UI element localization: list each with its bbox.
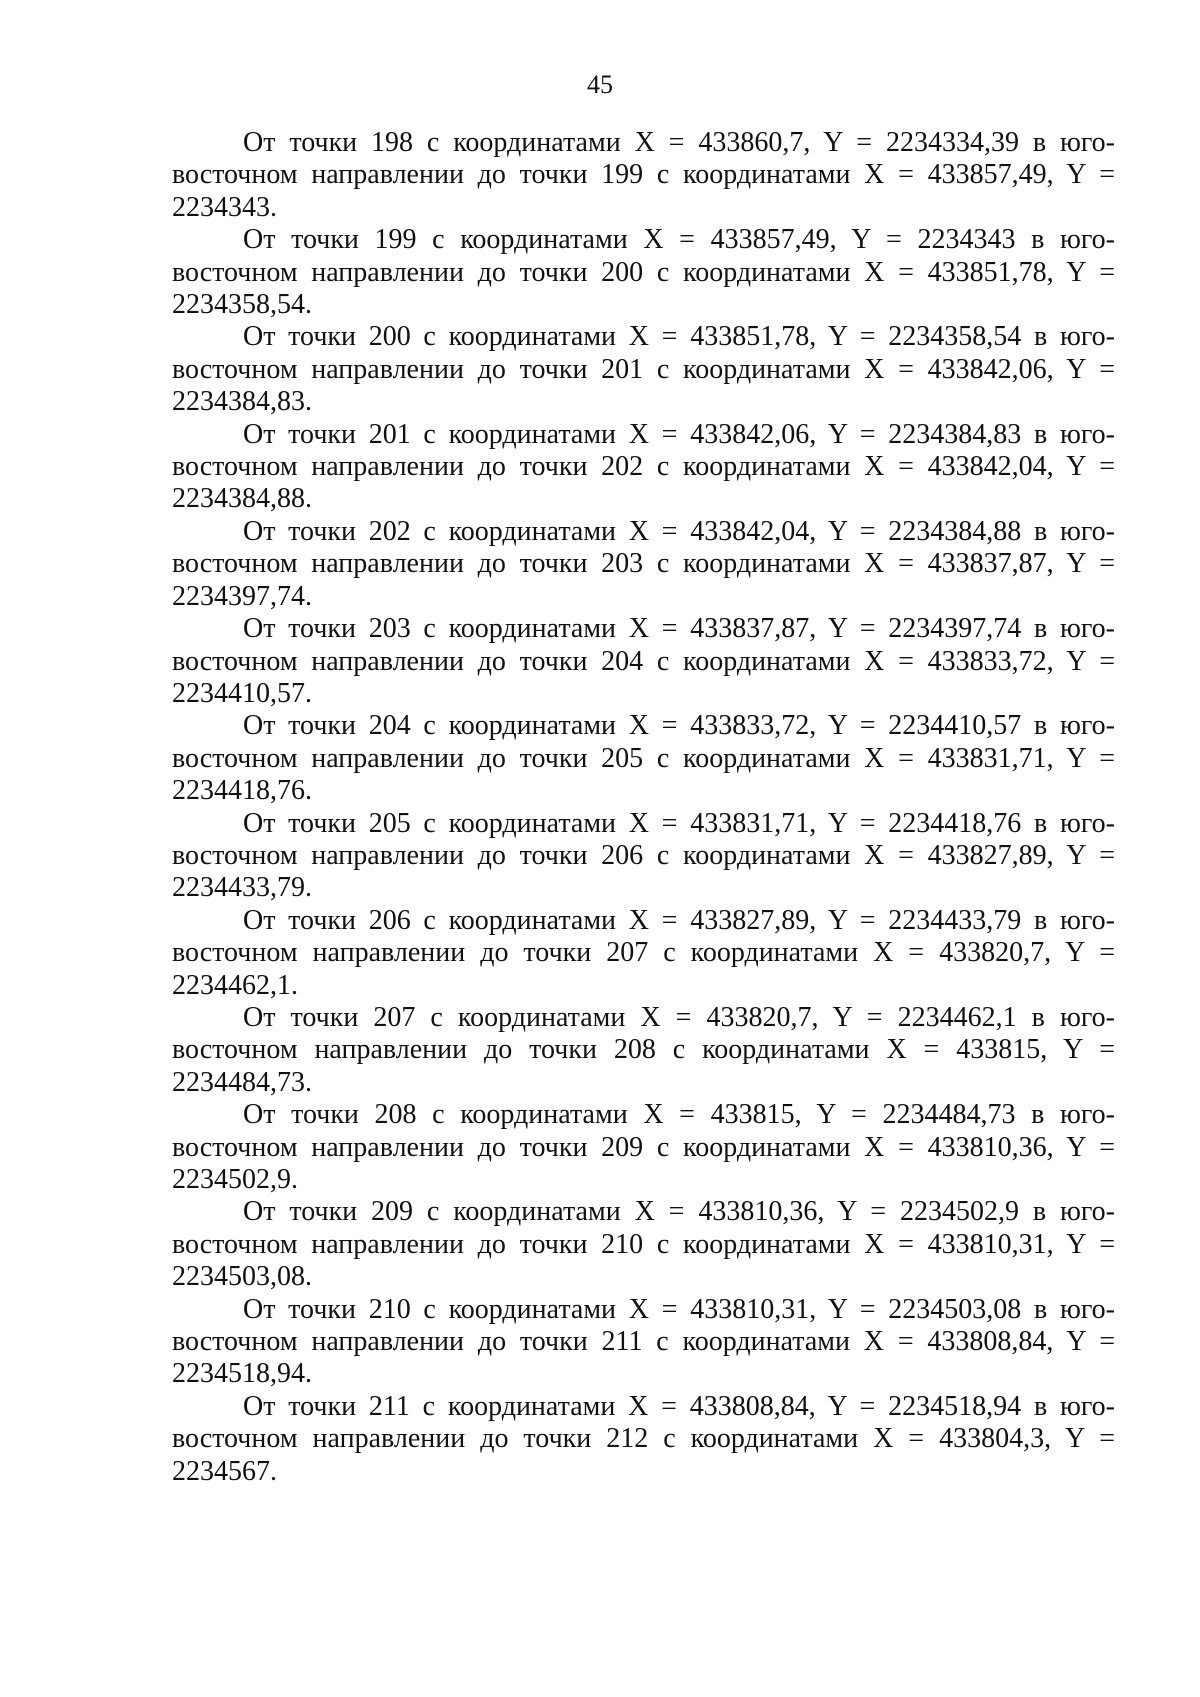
paragraph: От точки 201 с координатами X = 433842,06, Y = 2234384,83 в юго-восточном направлении до точки 202 с координатами X = 433842,04, Y = 2234384,88. <box>172 418 1115 515</box>
paragraph: От точки 207 с координатами X = 433820,7, Y = 2234462,1 в юго-восточном направлении до точки 208 с координатами X = 433815, Y = 2234484,73. <box>172 1001 1115 1098</box>
document-body <box>172 127 1115 1488</box>
paragraph: От точки 205 с координатами X = 433831,71, Y = 2234418,76 в юго-восточном направлении до точки 206 с координатами X = 433827,89, Y = 2234433,79. <box>172 807 1115 904</box>
paragraph: От точки 203 с координатами X = 433837,87, Y = 2234397,74 в юго-восточном направлении до точки 204 с координатами X = 433833,72, Y = 2234410,57. <box>172 613 1115 709</box>
paragraph: От точки 206 с координатами X = 433827,89, Y = 2234433,79 в юго-восточном направлении до точки 207 с координатами X = 433820,7, Y = 2234462,1. <box>172 904 1115 1001</box>
paragraph: От точки 198 с координатами X = 433860,7, Y = 2234334,39 в юго-восточном направлении до точки 199 с координатами X = 433857,49, Y = 2234343. <box>172 127 1115 223</box>
paragraph: От точки 199 с координатами X = 433857,49, Y = 2234343 в юго-восточном направлении до точки 200 с координатами X = 433851,78, Y = 2234358,54. <box>172 224 1115 321</box>
paragraph: От точки 200 с координатами X = 433851,78, Y = 2234358,54 в юго-восточном направлении до точки 201 с координатами X = 433842,06, Y = 2234384,83. <box>172 321 1115 418</box>
paragraph: От точки 209 с координатами X = 433810,36, Y = 2234502,9 в юго-восточном направлении до точки 210 с координатами X = 433810,31, Y = 2234503,08. <box>172 1196 1115 1293</box>
paragraph: От точки 202 с координатами X = 433842,04, Y = 2234384,88 в юго-восточном направлении до точки 203 с координатами X = 433837,87, Y = 2234397,74. <box>172 515 1115 612</box>
page-number: 45 <box>587 70 613 99</box>
paragraph: От точки 208 с координатами X = 433815, Y = 2234484,73 в юго-восточном направлении до точки 209 с координатами X = 433810,36, Y = 2234502,9. <box>172 1099 1115 1195</box>
paragraph: От точки 204 с координатами X = 433833,72, Y = 2234410,57 в юго-восточном направлении до точки 205 с координатами X = 433831,71, Y = 2234418,76. <box>172 710 1115 807</box>
paragraph: От точки 210 с координатами X = 433810,31, Y = 2234503,08 в юго-восточном направлении до точки 211 с координатами X = 433808,84, Y = 2234518,94. <box>172 1293 1115 1390</box>
paragraph: От точки 211 с координатами X = 433808,84, Y = 2234518,94 в юго-восточном направлении до точки 212 с координатами X = 433804,3, Y = 2234567. <box>172 1390 1115 1487</box>
